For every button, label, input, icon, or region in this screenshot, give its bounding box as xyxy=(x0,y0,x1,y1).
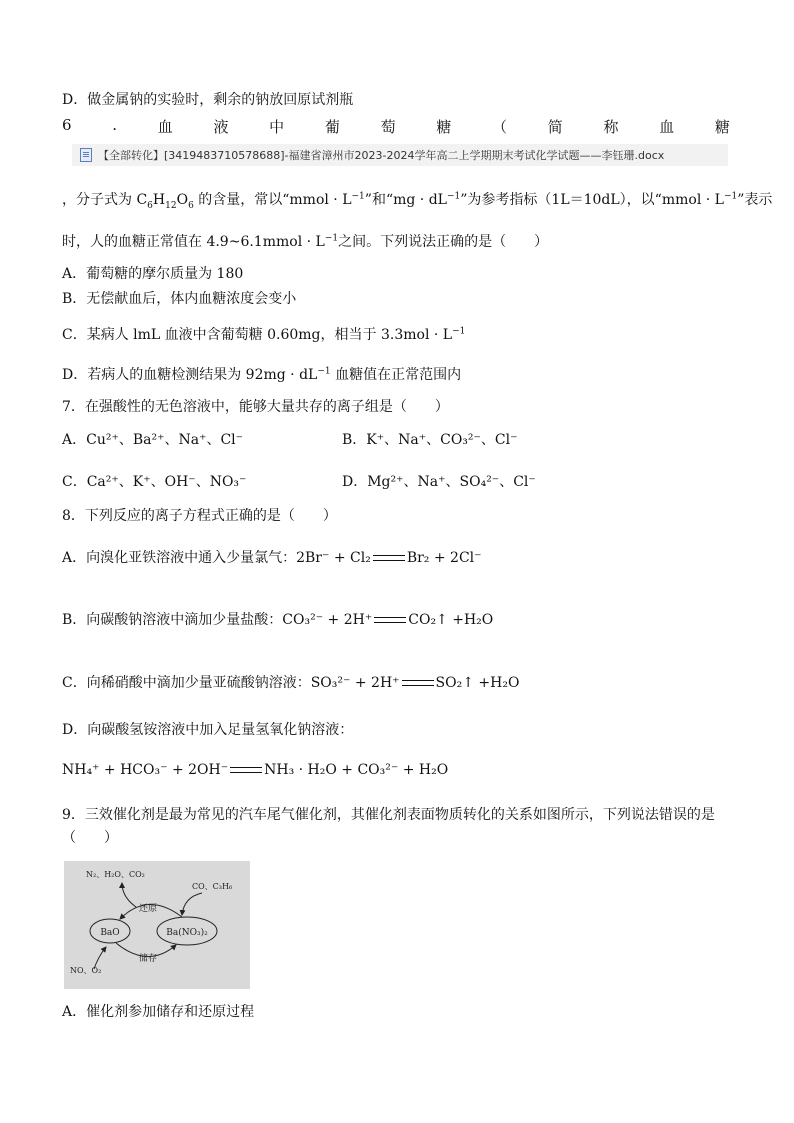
q9-option-a: A．催化剂参加储存和还原过程 xyxy=(62,1004,255,1020)
q6-char: 葡 xyxy=(324,118,340,136)
reduce-label: 还原 xyxy=(138,904,158,914)
q9-stem: 9．三效催化剂是最为常见的汽车尾气催化剂，其催化剂表面物质转化的关系如图所示，下列说法错误的是 xyxy=(62,807,715,823)
q8-option-d-equation: NH₄⁺ + HCO₃⁻ + 2OH⁻ NH₃ · H₂O + CO₃²⁻ + H₂O xyxy=(62,762,449,778)
q6-char: 血 xyxy=(157,118,173,136)
left-node-label: BaO xyxy=(100,928,120,938)
q6-line-2: ，分子式为 $C_6H_{12}O_6$ 的含量，常以“mmol · $L^{-1}$”和“mg · $dL^{-1}$”为参考指标（1L＝10dL），以“mmol · $L^{-1}$”表示 xyxy=(62,191,773,211)
q6-char: 简 xyxy=(547,118,563,136)
q6-char: . xyxy=(112,116,118,134)
q8-option-a: A．向溴化亚铁溶液中通入少量氯气：2Br⁻ + Cl₂ Br₂ + 2Cl⁻ xyxy=(62,550,482,566)
catalyst-diagram xyxy=(64,861,250,989)
q6-char: 萄 xyxy=(380,118,396,136)
document-icon xyxy=(80,148,92,162)
q7-stem: 7．在强酸性的无色溶液中，能够大量共存的离子组是（ ） xyxy=(62,399,449,415)
products-label: N₂、H₂O、CO₂ xyxy=(86,870,145,879)
q6-option-a: A．葡萄糖的摩尔质量为 180 xyxy=(62,266,244,282)
q6-line-3: 时，人的血糖正常值在 4.9~6.1mmol · $L^{-1}$之间。下列说法正确的是（ ） xyxy=(62,233,549,250)
reactants-label: CO、C₃H₆ xyxy=(192,882,233,891)
q6-option-c: C．某病人 lmL 血液中含葡萄糖 0.60mg，相当于 $3.3mol \cdot L^{-1}$ xyxy=(62,326,466,343)
equals-sign xyxy=(402,680,434,686)
question-6-heading xyxy=(62,116,730,137)
q6-char: 糖 xyxy=(436,118,452,136)
q7-option-b: B．K⁺、Na⁺、CO₃²⁻、Cl⁻ xyxy=(342,432,518,448)
q7-option-c: C．Ca²⁺、K⁺、OH⁻、NO₃⁻ xyxy=(62,474,247,490)
equals-sign xyxy=(230,767,262,773)
q8-stem: 8．下列反应的离子方程式正确的是（ ） xyxy=(62,508,337,524)
no-o2-label: NO、O₂ xyxy=(70,966,102,975)
in-arrow xyxy=(182,893,202,915)
source-file-banner[interactable] xyxy=(72,144,728,166)
equals-sign xyxy=(373,555,405,561)
q8-option-d-text: D．向碳酸氢铵溶液中加入足量氢氧化钠溶液： xyxy=(62,722,354,738)
q7-option-a: A．Cu²⁺、Ba²⁺、Na⁺、Cl⁻ xyxy=(62,432,244,448)
q6-char: 称 xyxy=(603,118,619,136)
q6-char: 液 xyxy=(213,118,229,136)
q6-char: 中 xyxy=(269,118,285,136)
q9-stem-bracket: （ ） xyxy=(62,830,118,846)
equals-sign xyxy=(374,617,406,623)
q6-option-d: D．若病人的血糖检测结果为 $92mg \cdot dL^{-1}$ 血糖值在正常范围内 xyxy=(62,366,462,383)
store-label: 储存 xyxy=(138,954,158,964)
q6-char: 6 xyxy=(62,116,72,134)
q7-option-d: D．Mg²⁺、Na⁺、SO₄²⁻、Cl⁻ xyxy=(342,474,536,490)
q6-char: 糖 xyxy=(714,118,730,136)
q6-char: 血 xyxy=(659,118,675,136)
q6-char: （ xyxy=(492,118,508,136)
q8-option-b: B．向碳酸钠溶液中滴加少量盐酸：CO₃²⁻ + 2H⁺ CO₂↑ +H₂O xyxy=(62,612,494,628)
banner-text: 【全部转化】[3419483710578688]-福建省漳州市2023-2024学年高二上学期期末考试化学试题——李钰珊.docx xyxy=(98,149,665,162)
q6-option-b: B．无偿献血后，体内血糖浓度会变小 xyxy=(62,291,297,307)
option-d-prev: D．做金属钠的实验时，剩余的钠放回原试剂瓶 xyxy=(62,92,354,108)
q8-option-c: C．向稀硝酸中滴加少量亚硫酸钠溶液：SO₃²⁻ + 2H⁺ SO₂↑ +H₂O xyxy=(62,675,520,691)
out-arrow xyxy=(122,883,136,907)
right-node-label: Ba(NO₃)₂ xyxy=(166,928,208,938)
